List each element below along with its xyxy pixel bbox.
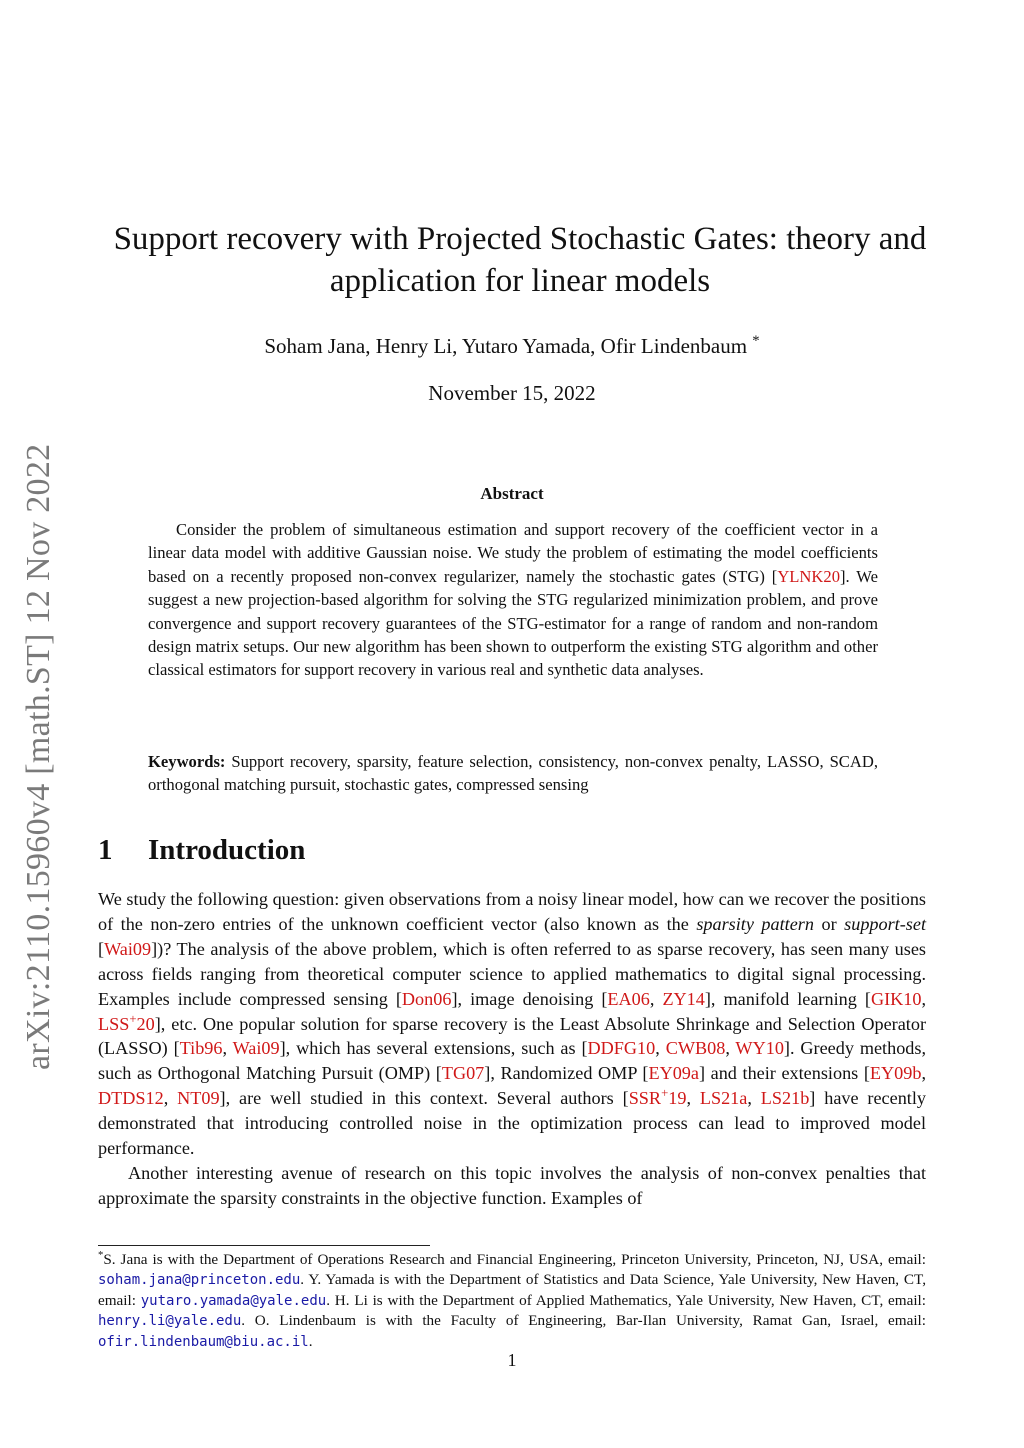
citation-link[interactable]: DDFG10 <box>587 1038 656 1059</box>
text: . H. Li is with the Department of Applied Mathematics, Yale University, New Haven, CT, email: <box>326 1291 926 1309</box>
text: , <box>686 1088 700 1109</box>
section-number: 1 <box>98 834 113 866</box>
email-link[interactable]: ofir.lindenbaum@biu.ac.il <box>98 1333 309 1350</box>
citation-link[interactable]: GIK10 <box>870 988 922 1009</box>
citation-link[interactable]: WY10 <box>735 1038 784 1059</box>
page-number: 1 <box>507 1350 517 1370</box>
abstract-body <box>148 518 878 682</box>
emphasis-text: support-set <box>844 913 926 934</box>
text: . Y. Yamada is with the Department of Statistics and Data Science, Yale University, New Haven, CT, email: <box>98 1271 926 1309</box>
paragraph: Another interesting avenue of research on this topic involves the analysis of non-convex penalties that approximate the sparsity constraints in the objective function. Examples of <box>98 1162 926 1208</box>
text: . O. Lindenbaum is with the Faculty of Engineering, Bar-Ilan University, Ramat Gan, Israel, email: <box>241 1312 926 1330</box>
text: ], etc. One popular solution for sparse recovery is the Least Absolute Shrinkage and Selection Operator (LASSO) [ <box>98 1013 926 1059</box>
citation-link[interactable]: TG07 <box>441 1063 485 1084</box>
email-link[interactable]: soham.jana@princeton.edu <box>98 1272 301 1289</box>
citation-link[interactable]: Tib96 <box>179 1038 223 1059</box>
footnote-rule <box>98 1245 430 1246</box>
citation-link[interactable]: Wai09 <box>104 938 152 959</box>
keywords <box>148 750 878 797</box>
text: ] have recently demonstrated that introducing controlled noise in the optimization process can lead to improved model performance. <box>98 1088 926 1159</box>
citation-text: SSR <box>628 1088 662 1109</box>
citation-link[interactable]: Wai09 <box>232 1038 280 1059</box>
footnote-mark: * <box>98 1249 104 1261</box>
paper-title: Support recovery with Projected Stochastic Gates: theory and application for linear models <box>113 221 927 299</box>
citation-link[interactable]: DTDS12 <box>98 1088 164 1109</box>
text: , <box>163 1088 178 1109</box>
author-list <box>0 334 1024 359</box>
email-link[interactable]: yutaro.yamada@yale.edu <box>140 1292 327 1309</box>
text: We study the following question: given observations from a noisy linear model, how can we recover the positions of the non-zero entries of the unknown coefficient vector (also known as the <box>98 889 926 934</box>
abstract-heading: Abstract <box>480 484 544 503</box>
email-link[interactable]: henry.li@yale.edu <box>98 1313 242 1330</box>
text: ], are well studied in this context. Several authors [ <box>219 1088 629 1109</box>
keywords-text: Support recovery, sparsity, feature selection, consistency, non-convex penalty, LASSO, SCAD, orthogonal matching pursuit, stochastic gates, compressed sensing <box>148 752 878 795</box>
citation-link[interactable]: YLNK20 <box>777 566 840 586</box>
citation-link[interactable]: LS21a <box>699 1088 748 1109</box>
text: ])? The analysis of the above problem, which is often referred to as sparse recovery, has seen many uses across fields ranging from theoretical computer science to applied mathematics to digital signal processing. Examples include compressed sensing [ <box>98 938 926 1009</box>
text: or <box>813 913 845 934</box>
text: ], which has several extensions, such as [ <box>279 1038 588 1059</box>
text: ]. Greedy methods, such as Orthogonal Matching Pursuit (OMP) [ <box>98 1038 927 1084</box>
arxiv-identifier: arXiv:2110.15960v4 [math.ST] 12 Nov 2022 <box>20 443 57 1070</box>
text: , <box>655 1038 666 1059</box>
abstract-text: Consider the problem of simultaneous estimation and support recovery of the coefficient vector in a linear data model with additive Gaussian noise. We study the problem of estimating the model coefficients based on a recently proposed non-convex regularizer, namely the stochastic gates (STG) [ <box>148 520 878 586</box>
citation-link[interactable]: CWB08 <box>665 1038 726 1059</box>
citation-link[interactable] <box>629 1088 687 1108</box>
citation-sup: + <box>129 1011 137 1026</box>
author-footnote-mark[interactable]: * <box>752 333 760 349</box>
author-names: Soham Jana, Henry Li, Yutaro Yamada, Ofir Lindenbaum <box>264 334 748 358</box>
abstract-text: ]. We suggest a new projection-based algorithm for solving the STG regularized minimization problem, and prove convergence and support recovery guarantees of the STG-estimator for a range of random and non-random design matrix setups. Our new algorithm has been shown to outperform the existing STG algorithm and other classical estimators for support recovery in various real and synthetic data analyses. <box>148 566 878 680</box>
text: , <box>649 988 663 1009</box>
citation-link[interactable]: EY09b <box>869 1063 922 1084</box>
text: , <box>222 1038 233 1059</box>
text: , <box>725 1038 736 1059</box>
section-body <box>98 887 926 1211</box>
citation-sup: + <box>661 1086 669 1101</box>
footnote <box>98 1250 926 1352</box>
citation-link[interactable]: EY09a <box>648 1063 699 1084</box>
section-title: Introduction <box>148 834 306 866</box>
citation-text: LSS <box>98 1013 130 1034</box>
citation-link[interactable]: ZY14 <box>662 988 705 1009</box>
paper-date: November 15, 2022 <box>428 381 596 405</box>
text: . <box>308 1332 313 1350</box>
citation-link[interactable]: LS21b <box>760 1088 810 1109</box>
citation-link[interactable] <box>98 1011 155 1034</box>
citation-text: 19 <box>668 1088 687 1109</box>
citation-link[interactable]: EA06 <box>607 988 650 1009</box>
paragraph <box>98 887 926 1161</box>
citation-text: 20 <box>136 1013 155 1034</box>
text: ], Randomized OMP [ <box>484 1063 649 1084</box>
text: ], manifold learning [ <box>704 988 871 1009</box>
text: S. Jana is with the Department of Operations Research and Financial Engineering, Princeton University, Princeton, NJ, USA, email: <box>103 1251 926 1268</box>
text: , <box>921 1063 926 1084</box>
citation-link[interactable]: NT09 <box>177 1088 220 1109</box>
section-heading <box>98 834 305 867</box>
text: ] and their extensions [ <box>698 1063 870 1084</box>
keywords-label: Keywords: <box>148 752 226 771</box>
text: ], image denoising [ <box>451 988 608 1009</box>
citation-link[interactable]: Don06 <box>401 988 452 1009</box>
text: , <box>921 988 926 1009</box>
text: [ <box>98 938 105 959</box>
text: , <box>747 1088 761 1109</box>
emphasis-text: sparsity pattern <box>696 913 814 934</box>
